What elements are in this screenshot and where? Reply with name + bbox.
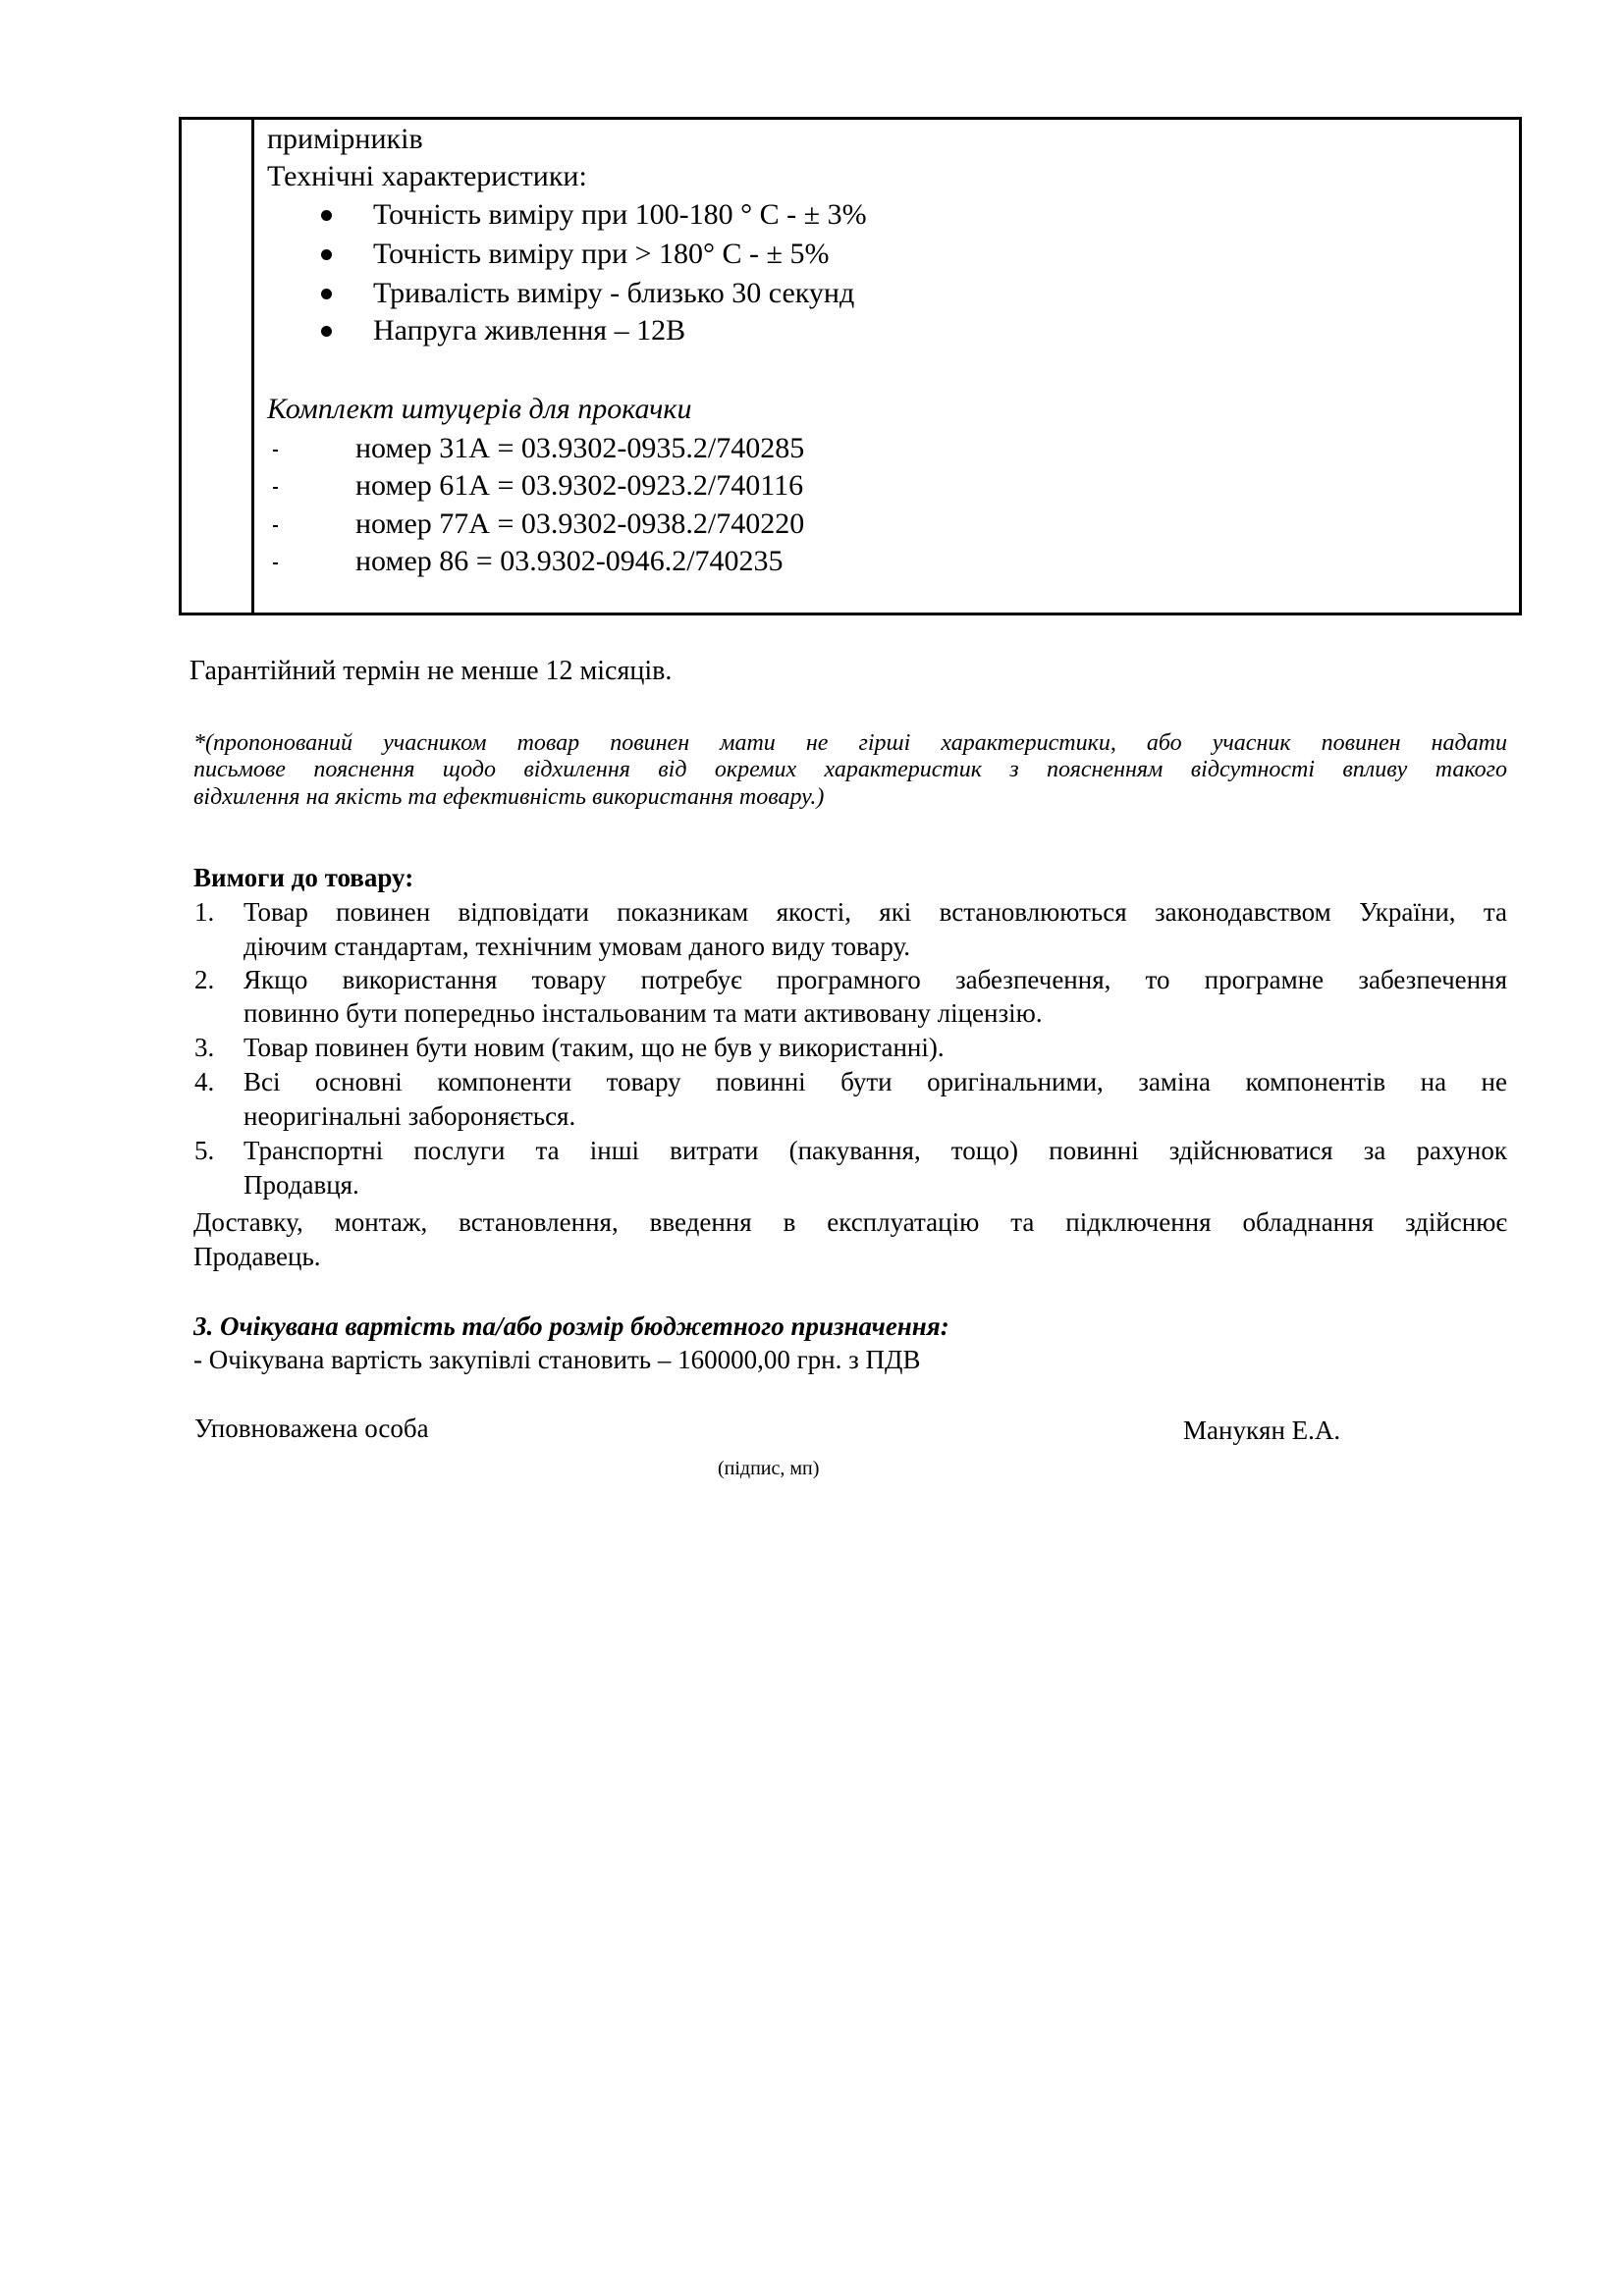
spec-table-column-divider <box>251 117 254 615</box>
fitting-item: номер 86 = 03.9302-0946.2/740235 <box>355 545 784 577</box>
requirement-line: Якщо використання товару потребує програмного забезпечення, то програмне забезпечення <box>244 965 1507 994</box>
requirement-number: 5. <box>194 1136 215 1165</box>
table-continuation-text: примірників <box>267 123 423 155</box>
delivery-line: Продавець. <box>193 1242 321 1271</box>
note-line: відхилення на якість та ефективність використання товару.) <box>193 784 825 810</box>
fitting-item: номер 61А = 03.9302-0923.2/740116 <box>355 469 804 502</box>
signature-caption: (підпис, мп) <box>718 1458 820 1479</box>
requirement-line: Всі основні компоненти товару повинні бути оригінальними, заміна компонентів на не <box>244 1067 1507 1096</box>
dash-icon <box>273 525 278 527</box>
dash-icon <box>273 450 278 452</box>
requirement-number: 1. <box>194 897 215 927</box>
signature-role: Уповноважена особа <box>194 1414 429 1443</box>
bullet-icon <box>321 326 332 337</box>
fitting-item: номер 77А = 03.9302-0938.2/740220 <box>355 507 805 540</box>
requirement-line: неоригінальні забороняється. <box>244 1101 576 1131</box>
budget-line: - Очікувана вартість закупівлі становить – 160000,00 грн. з ПДВ <box>193 1345 921 1374</box>
requirement-number: 3. <box>194 1033 215 1062</box>
requirements-heading: Вимоги до товару: <box>193 863 414 892</box>
note-line: письмове пояснення щодо відхилення від окремих характеристик з поясненням відсутності впливу такого <box>193 757 1507 782</box>
spec-item: Точність виміру при 100-180 ° С - ± 3% <box>373 198 867 231</box>
requirement-number: 2. <box>194 965 215 994</box>
warranty-text: Гарантійний термін не менше 12 місяців. <box>189 656 673 686</box>
fittings-heading: Комплект штуцерів для прокачки <box>267 393 692 425</box>
delivery-line: Доставку, монтаж, встановлення, введення в експлуатацію та підключення обладнання здійснює <box>193 1207 1507 1237</box>
requirement-line: повинно бути попередньо інстальованим та мати активовану ліцензію. <box>244 998 1043 1028</box>
requirement-line: Транспортні послуги та інші витрати (пакування, тощо) повинні здійснюватися за рахунок <box>244 1136 1507 1165</box>
fitting-item: номер 31А = 03.9302-0935.2/740285 <box>355 432 805 464</box>
requirement-line: Товар повинен відповідати показникам якості, які встановлюються законодавством України, та <box>244 897 1507 927</box>
bullet-icon <box>321 210 332 221</box>
bullet-icon <box>321 289 332 299</box>
signature-name: Манукян Е.А. <box>1183 1415 1341 1445</box>
requirement-line: Продавця. <box>244 1170 359 1200</box>
requirement-line: діючим стандартам, технічним умовам даного виду товару. <box>244 932 911 961</box>
note-line: *(пропонований учасником товар повинен мати не гірші характеристики, або учасник повинен надати <box>193 730 1507 756</box>
budget-heading: 3. Очікувана вартість та/або розмір бюджетного призначення: <box>193 1311 949 1341</box>
spec-item: Точність виміру при > 180° С - ± 5% <box>373 238 830 270</box>
dash-icon <box>273 562 278 564</box>
spec-item: Тривалість виміру - близько 30 секунд <box>373 277 855 309</box>
spec-item: Напруга живлення – 12В <box>373 314 686 347</box>
spec-heading: Технічні характеристики: <box>267 160 587 192</box>
dash-icon <box>273 487 278 489</box>
bullet-icon <box>321 249 332 260</box>
requirement-line: Товар повинен бути новим (таким, що не був у використанні). <box>244 1033 945 1062</box>
requirement-number: 4. <box>194 1067 215 1096</box>
